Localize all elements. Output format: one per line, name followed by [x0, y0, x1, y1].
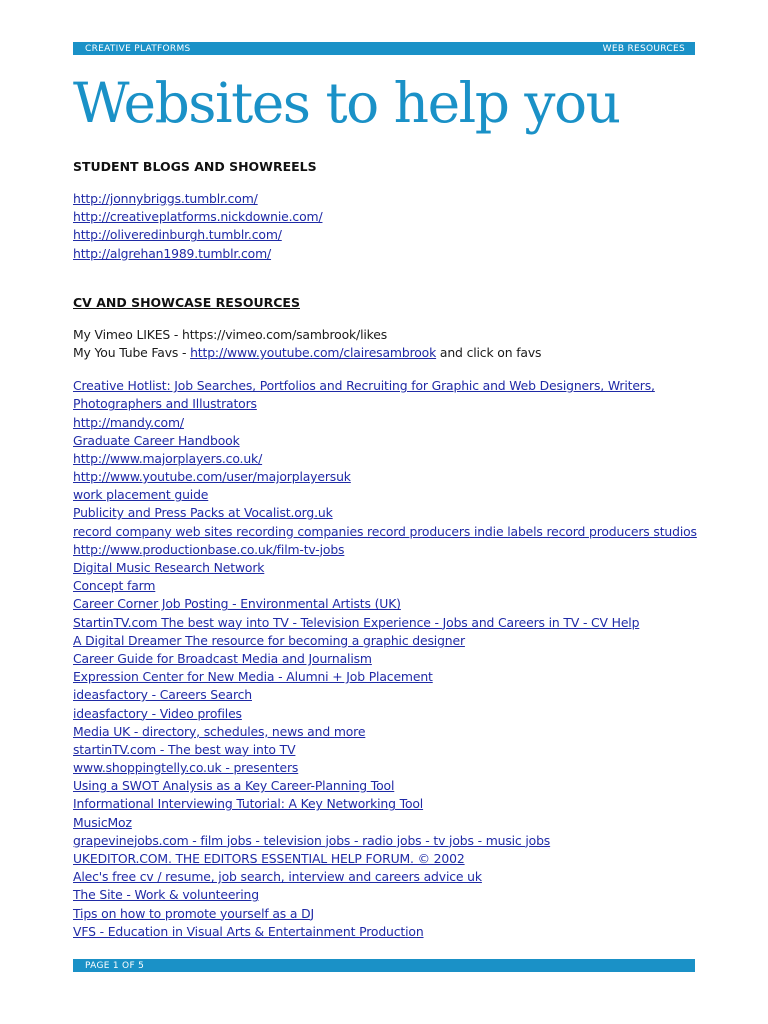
list-item — [73, 650, 695, 668]
blogs-link-list — [73, 190, 695, 263]
document-page — [73, 42, 695, 941]
list-item — [73, 723, 695, 741]
cv-heading: CV AND SHOWCASE RESOURCES — [73, 294, 300, 310]
resource-link-list — [73, 377, 695, 941]
list-item — [73, 777, 695, 795]
list-item — [73, 868, 695, 886]
blog-link[interactable]: http://oliveredinburgh.tumblr.com/ — [73, 227, 282, 243]
list-item — [73, 632, 695, 650]
list-item — [73, 414, 695, 432]
resource-link[interactable]: Photographers and Illustrators — [73, 396, 257, 412]
resource-link[interactable]: UKEDITOR.COM. THE EDITORS ESSENTIAL HELP FORUM. © 2002 — [73, 851, 465, 866]
resource-link[interactable]: Career Corner Job Posting - Environmental Artists (UK) — [73, 596, 401, 612]
header-right-label: WEB RESOURCES — [602, 43, 685, 54]
list-item — [73, 226, 695, 244]
page-title: Websites to help you — [73, 71, 620, 135]
list-item — [73, 759, 695, 777]
list-item — [73, 686, 695, 704]
list-item — [73, 886, 695, 904]
resource-link[interactable]: http://www.youtube.com/user/majorplayersuk — [73, 469, 351, 485]
vimeo-likes-line: My Vimeo LIKES - https://vimeo.com/sambrook/likes — [73, 326, 388, 342]
footer-bar — [73, 959, 695, 972]
header-left-label: CREATIVE PLATFORMS — [85, 43, 191, 54]
youtube-suffix: and click on favs — [436, 344, 542, 360]
resource-link[interactable]: StartinTV.com The best way into TV - Television Experience - Jobs and Careers in TV - CV Help — [73, 614, 640, 630]
list-item — [73, 832, 695, 850]
resource-link[interactable]: ideasfactory - Careers Search — [73, 687, 252, 703]
list-item — [73, 541, 695, 559]
list-item — [73, 814, 695, 832]
list-item — [73, 923, 695, 941]
resource-link[interactable]: www.shoppingtelly.co.uk - presenters — [73, 760, 299, 776]
blogs-heading: STUDENT BLOGS AND SHOWREELS — [73, 159, 317, 174]
list-item — [73, 614, 695, 632]
resource-link[interactable]: Publicity and Press Packs at Vocalist.org.uk — [73, 505, 333, 521]
list-item — [73, 450, 695, 468]
resource-link[interactable]: Concept farm — [73, 578, 156, 594]
resource-link[interactable]: VFS - Education in Visual Arts & Entertainment Production — [73, 923, 424, 939]
resource-link[interactable]: Media UK - directory, schedules, news and more — [73, 723, 366, 739]
header-bar — [73, 42, 695, 55]
list-item — [73, 595, 695, 613]
resource-link[interactable]: grapevinejobs.com - film jobs - television jobs - radio jobs - tv jobs - music jobs — [73, 832, 551, 848]
resource-link[interactable]: Alec's free cv / resume, job search, interview and careers advice uk — [73, 869, 482, 885]
resource-link[interactable]: Graduate Career Handbook — [73, 432, 240, 448]
resource-link[interactable]: http://mandy.com/ — [73, 414, 184, 430]
resource-link[interactable]: The Site - Work & volunteering — [73, 887, 259, 903]
list-item — [73, 705, 695, 723]
resource-link[interactable]: Creative Hotlist: Job Searches, Portfolios and Recruiting for Graphic and Web Designers, Writers, — [73, 378, 655, 394]
list-item — [73, 795, 695, 813]
resource-link[interactable]: Expression Center for New Media - Alumni + Job Placement — [73, 669, 433, 685]
youtube-favs-line — [73, 344, 695, 362]
list-item — [73, 245, 695, 263]
blog-link[interactable]: http://algrehan1989.tumblr.com/ — [73, 245, 272, 261]
resource-link[interactable]: http://www.majorplayers.co.uk/ — [73, 450, 263, 466]
page-number: PAGE 1 OF 5 — [85, 960, 145, 971]
resource-link[interactable]: Digital Music Research Network — [73, 560, 265, 575]
resource-link[interactable]: http://www.productionbase.co.uk/film-tv-jobs — [73, 541, 345, 557]
list-item — [73, 905, 695, 923]
resource-link[interactable]: ideasfactory - Video profiles — [73, 705, 242, 721]
youtube-prefix: My You Tube Favs - — [73, 344, 191, 360]
blog-link[interactable]: http://jonnybriggs.tumblr.com/ — [73, 191, 258, 206]
resource-link[interactable]: startinTV.com - The best way into TV — [73, 741, 296, 757]
list-item — [73, 468, 695, 486]
list-item — [73, 208, 695, 226]
resource-link[interactable]: A Digital Dreamer The resource for becoming a graphic designer — [73, 632, 465, 648]
resource-link[interactable]: MusicMoz — [73, 814, 132, 830]
list-item — [73, 377, 695, 395]
list-item — [73, 190, 695, 208]
resource-link[interactable]: work placement guide — [73, 487, 209, 503]
list-item — [73, 668, 695, 686]
resource-link[interactable]: Using a SWOT Analysis as a Key Career-Planning Tool — [73, 778, 395, 794]
resource-link[interactable]: Informational Interviewing Tutorial: A Key Networking Tool — [73, 796, 424, 812]
list-item — [73, 559, 695, 577]
list-item — [73, 741, 695, 759]
resource-link[interactable]: Career Guide for Broadcast Media and Journalism — [73, 650, 372, 666]
list-item — [73, 850, 695, 868]
favourites-block — [73, 326, 695, 362]
list-item — [73, 504, 695, 522]
resource-link[interactable]: record company web sites recording companies record producers indie labels record producers studios — [73, 523, 697, 539]
list-item — [73, 577, 695, 595]
youtube-link[interactable]: http://www.youtube.com/clairesambrook — [190, 344, 437, 360]
list-item — [73, 486, 695, 504]
list-item — [73, 395, 695, 413]
list-item — [73, 523, 695, 541]
list-item — [73, 432, 695, 450]
blog-link[interactable]: http://creativeplatforms.nickdownie.com/ — [73, 209, 323, 225]
resource-link[interactable]: Tips on how to promote yourself as a DJ — [73, 905, 315, 921]
